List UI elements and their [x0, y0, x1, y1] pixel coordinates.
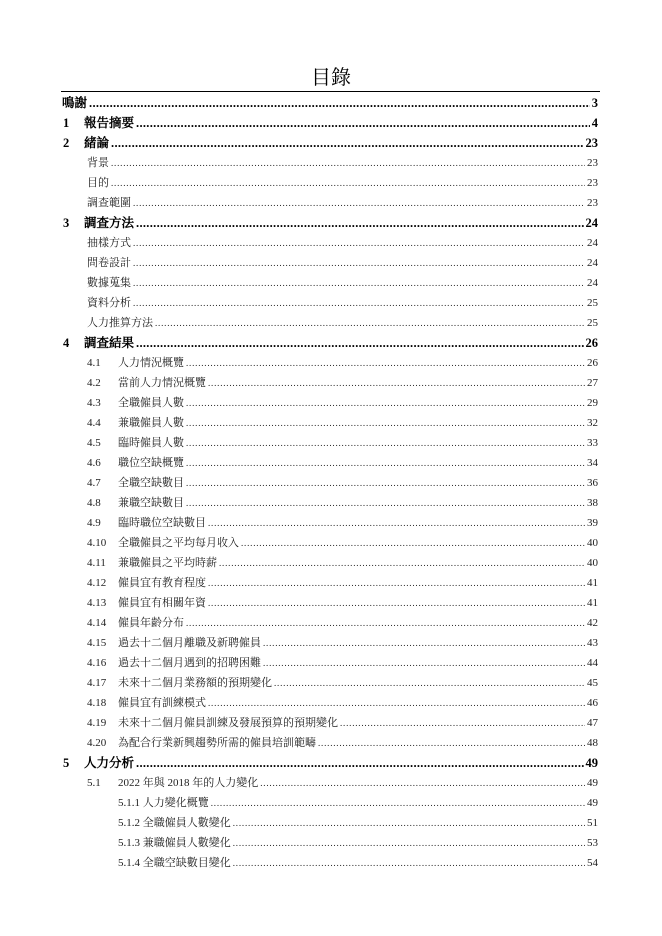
dot-leader	[211, 793, 585, 813]
dot-leader	[186, 473, 585, 493]
toc-entry-label: 職位空缺概覽	[118, 457, 184, 469]
toc-entry[interactable]	[87, 313, 598, 333]
toc-entry-number: 4.5	[87, 437, 101, 449]
toc-entry-page: 45	[587, 677, 598, 689]
toc-entry[interactable]	[87, 253, 598, 273]
toc-entry-label: 過去十二個月遇到的招聘困難	[118, 657, 261, 669]
toc-entry-number: 4.17	[87, 677, 107, 689]
toc-entry-page: 46	[587, 697, 598, 709]
toc-entry[interactable]	[87, 553, 598, 573]
toc-entry-page: 40	[587, 557, 598, 569]
toc-entry-label: 抽樣方式	[87, 237, 131, 249]
toc-entry-label: 調查範圍	[87, 197, 131, 209]
toc-entry-label: 兼職空缺數目	[118, 497, 184, 509]
toc-entry-page: 33	[587, 437, 598, 449]
dot-leader	[186, 453, 585, 473]
dot-leader	[260, 773, 585, 793]
toc-entry-number: 4.15	[87, 637, 107, 649]
toc-entry-number: 4.16	[87, 657, 107, 669]
dot-leader	[233, 853, 585, 873]
toc-entry-page: 29	[587, 397, 598, 409]
toc-entry-label: 人力分析	[84, 756, 135, 770]
toc-entry-label: 僱員宜有教育程度	[118, 577, 206, 589]
toc-entry-label: 目的	[87, 177, 109, 189]
toc-entry-page: 26	[587, 357, 598, 369]
toc-entry-page: 25	[587, 297, 598, 309]
toc-entry[interactable]	[63, 753, 598, 773]
toc-entry-page: 23	[587, 177, 598, 189]
dot-leader	[186, 613, 585, 633]
toc-entry-page: 4	[591, 116, 598, 130]
toc-entry-page: 36	[587, 477, 598, 489]
toc-entry-label: 背景	[87, 157, 109, 169]
toc-entry-number: 4.1	[87, 357, 101, 369]
dot-leader	[136, 213, 583, 233]
toc-entry-page: 49	[587, 797, 598, 809]
toc-entry-label: 數據蒐集	[87, 277, 131, 289]
dot-leader	[133, 293, 585, 313]
toc-entry-page: 32	[587, 417, 598, 429]
toc-entry-page: 23	[587, 197, 598, 209]
toc-entry[interactable]	[87, 153, 598, 173]
toc-entry-page: 44	[587, 657, 598, 669]
toc-entry[interactable]	[63, 333, 598, 353]
toc-entry-page: 3	[591, 96, 598, 110]
toc-entry-number: 4.19	[87, 717, 107, 729]
toc-entry[interactable]	[63, 133, 598, 153]
toc-entry-label: 全職僱員之平均每月收入	[118, 537, 239, 549]
toc-entry-label: 臨時職位空缺數目	[118, 517, 206, 529]
dot-leader	[219, 553, 585, 573]
toc-entry-label: 2022 年與 2018 年的人力變化	[118, 777, 259, 789]
dot-leader	[155, 313, 585, 333]
dot-leader	[233, 833, 585, 853]
toc-entry-label: 全職空缺數目	[118, 477, 184, 489]
dot-leader	[340, 713, 585, 733]
toc-entry-label: 5.1.2 全職僱員人數變化	[118, 817, 231, 829]
toc-entry-label: 為配合行業新興趨勢所需的僱員培訓範疇	[118, 737, 316, 749]
toc-entry-number: 1	[63, 116, 70, 130]
toc-entry[interactable]	[87, 513, 598, 533]
toc-entry-page: 24	[585, 216, 598, 230]
toc-entry-number: 4.4	[87, 417, 101, 429]
toc-entry-number: 4.9	[87, 517, 101, 529]
dot-leader	[318, 733, 585, 753]
toc-entry[interactable]	[118, 853, 598, 873]
toc-entry-page: 41	[587, 597, 598, 609]
dot-leader	[133, 233, 585, 253]
toc-entry[interactable]	[87, 733, 598, 753]
toc-entry-label: 僱員宜有訓練模式	[118, 697, 206, 709]
toc-entry-page: 51	[587, 817, 598, 829]
toc-entry-page: 39	[587, 517, 598, 529]
toc-entry[interactable]	[87, 193, 598, 213]
toc-entry-label: 調查方法	[84, 216, 135, 230]
dot-leader	[133, 273, 585, 293]
toc-entry[interactable]	[87, 273, 598, 293]
toc-entry-number: 4.10	[87, 537, 107, 549]
dot-leader	[186, 393, 585, 413]
toc-entry[interactable]	[87, 693, 598, 713]
toc-entry-page: 40	[587, 537, 598, 549]
toc-entry-page: 49	[585, 756, 598, 770]
toc-entry-label: 過去十二個月離職及新聘僱員	[118, 637, 261, 649]
toc-entry-number: 4.14	[87, 617, 107, 629]
toc-entry-label: 5.1.1 人力變化概覽	[118, 797, 209, 809]
toc-entry-label: 資料分析	[87, 297, 131, 309]
toc-entry-page: 42	[587, 617, 598, 629]
toc-entry[interactable]	[87, 713, 598, 733]
toc-entry-page: 47	[587, 717, 598, 729]
toc-entry-label: 兼職僱員人數	[118, 417, 184, 429]
toc-entry-page: 41	[587, 577, 598, 589]
dot-leader	[233, 813, 585, 833]
toc-entry[interactable]	[118, 833, 598, 853]
toc-entry-page: 38	[587, 497, 598, 509]
title-rule	[61, 91, 600, 92]
dot-leader	[208, 513, 585, 533]
toc-entry[interactable]	[63, 113, 598, 133]
toc-entry[interactable]	[87, 473, 598, 493]
toc-entry-label: 未來十二個月業務額的預期變化	[118, 677, 272, 689]
toc-entry-page: 54	[587, 857, 598, 869]
dot-leader	[208, 693, 585, 713]
dot-leader	[208, 593, 585, 613]
toc-entry-number: 4.20	[87, 737, 107, 749]
toc-entry-number: 4.7	[87, 477, 101, 489]
toc-entry[interactable]	[87, 773, 598, 793]
toc-entry-label: 臨時僱員人數	[118, 437, 184, 449]
toc-entry[interactable]	[87, 413, 598, 433]
toc-entry-label: 報告摘要	[84, 116, 135, 130]
toc-entry[interactable]	[87, 173, 598, 193]
toc-entry[interactable]	[87, 653, 598, 673]
dot-leader	[111, 153, 585, 173]
toc-entry[interactable]	[87, 593, 598, 613]
toc-entry[interactable]	[87, 353, 598, 373]
toc-entry[interactable]	[87, 233, 598, 253]
toc-entry-label: 5.1.3 兼職僱員人數變化	[118, 837, 231, 849]
toc-entry[interactable]	[87, 293, 598, 313]
toc-entry-label: 當前人力情況概覽	[118, 377, 206, 389]
toc-entry[interactable]	[118, 793, 598, 813]
dot-leader	[274, 673, 585, 693]
toc-entry-number: 5	[63, 756, 70, 770]
toc-entry-page: 48	[587, 737, 598, 749]
toc-entry-number: 4.12	[87, 577, 107, 589]
toc-entry-page: 24	[587, 237, 598, 249]
toc-entry-page: 23	[587, 157, 598, 169]
toc-entry-number: 5.1	[87, 777, 101, 789]
toc-entry[interactable]	[87, 613, 598, 633]
toc-entry-number: 3	[63, 216, 70, 230]
toc-entry-label: 問卷設計	[87, 257, 131, 269]
dot-leader	[263, 653, 585, 673]
dot-leader	[89, 93, 590, 113]
toc-entry[interactable]	[63, 213, 598, 233]
toc-entry-page: 53	[587, 837, 598, 849]
toc-entry-label: 調查結果	[84, 336, 135, 350]
dot-leader	[263, 633, 585, 653]
toc-entry[interactable]	[87, 393, 598, 413]
dot-leader	[111, 133, 583, 153]
toc-entry-number: 4.3	[87, 397, 101, 409]
toc-entry-label: 僱員宜有相關年資	[118, 597, 206, 609]
dot-leader	[186, 413, 585, 433]
toc-entry-label: 全職僱員人數	[118, 397, 184, 409]
dot-leader	[186, 353, 585, 373]
toc-entry[interactable]	[118, 813, 598, 833]
toc-entry[interactable]	[87, 673, 598, 693]
toc-entry-number: 4.11	[87, 557, 106, 569]
dot-leader	[208, 573, 585, 593]
toc-entry[interactable]	[87, 373, 598, 393]
toc-entry-label: 人力情況概覽	[118, 357, 184, 369]
dot-leader	[186, 433, 585, 453]
toc-entry-label: 僱員年齡分布	[118, 617, 184, 629]
toc-entry-page: 34	[587, 457, 598, 469]
toc-entry[interactable]	[87, 633, 598, 653]
toc-entry-number: 4.2	[87, 377, 101, 389]
toc-entry[interactable]	[87, 573, 598, 593]
toc-entry-number: 4.6	[87, 457, 101, 469]
toc-entry-number: 4.18	[87, 697, 107, 709]
dot-leader	[133, 193, 585, 213]
dot-leader	[208, 373, 585, 393]
toc-entry-label: 緒論	[84, 136, 110, 150]
toc-entry-number: 4.8	[87, 497, 101, 509]
toc-entry-label: 鳴謝	[62, 96, 88, 110]
toc-entry-label: 未來十二個月僱員訓練及發展預算的預期變化	[118, 717, 338, 729]
toc-entry-page: 27	[587, 377, 598, 389]
toc-entry-number: 4.13	[87, 597, 107, 609]
toc-entry[interactable]	[87, 433, 598, 453]
toc-title: 目錄	[311, 67, 351, 89]
dot-leader	[186, 493, 585, 513]
toc-entry-page: 43	[587, 637, 598, 649]
toc-entry[interactable]	[62, 93, 598, 113]
toc-entry[interactable]	[87, 533, 598, 553]
toc-entry-page: 23	[585, 136, 598, 150]
toc-entry[interactable]	[87, 493, 598, 513]
dot-leader	[241, 533, 585, 553]
toc-entry-page: 49	[587, 777, 598, 789]
toc-entry-number: 4	[63, 336, 70, 350]
toc-entry-page: 25	[587, 317, 598, 329]
dot-leader	[136, 333, 583, 353]
toc-entry[interactable]	[87, 453, 598, 473]
toc-entry-label: 兼職僱員之平均時薪	[118, 557, 217, 569]
toc-entry-number: 2	[63, 136, 70, 150]
toc-entry-page: 26	[585, 336, 598, 350]
dot-leader	[111, 173, 585, 193]
toc-entry-page: 24	[587, 257, 598, 269]
dot-leader	[136, 113, 590, 133]
toc-entry-label: 人力推算方法	[87, 317, 153, 329]
toc-entry-page: 24	[587, 277, 598, 289]
toc-entry-label: 5.1.4 全職空缺數目變化	[118, 857, 231, 869]
dot-leader	[136, 753, 583, 773]
dot-leader	[133, 253, 585, 273]
